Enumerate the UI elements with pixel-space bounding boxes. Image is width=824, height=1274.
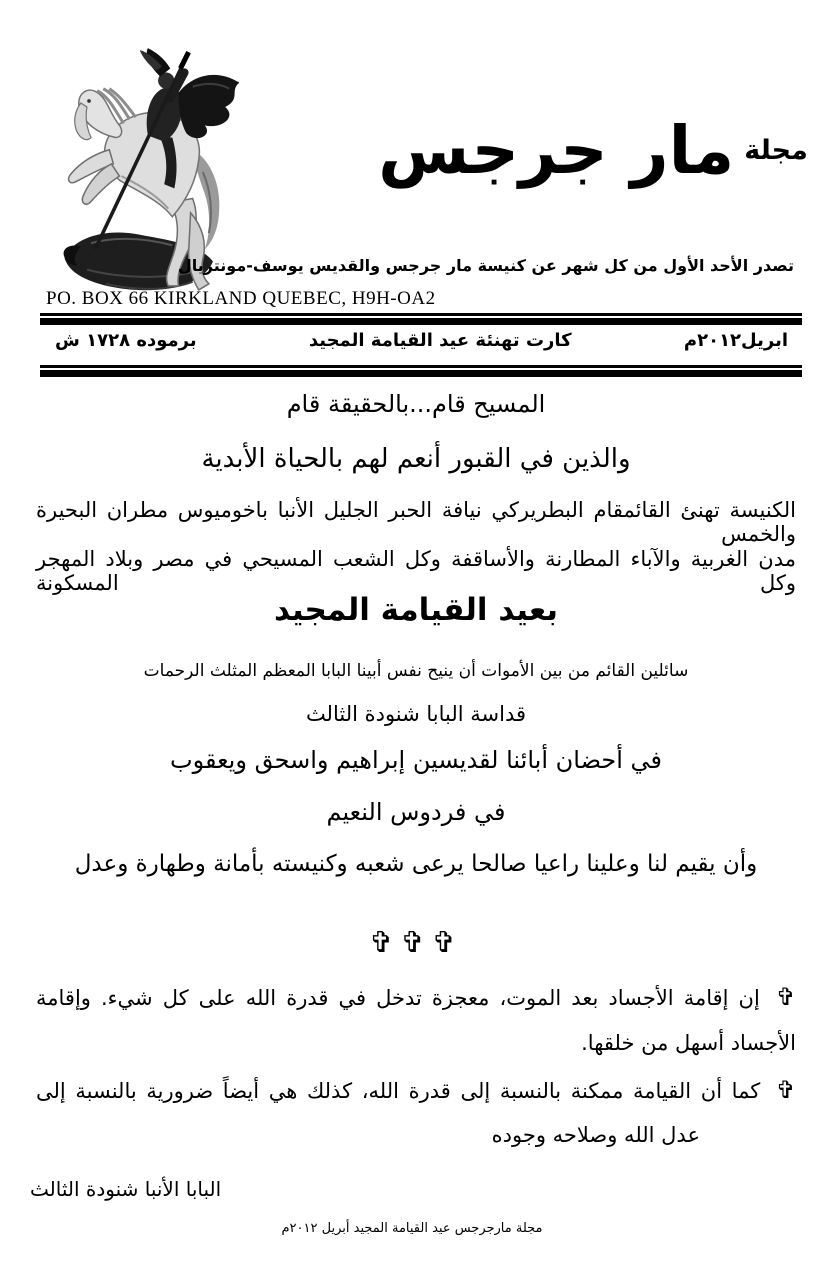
double-rule-bottom xyxy=(40,365,802,377)
line-paradise: في فردوس النعيم xyxy=(326,798,506,826)
quote1-line1-text: إن إقامة الأجساد بعد الموت، معجزة تدخل في قدرة الله على كل شيء. وإقامة xyxy=(36,986,760,1010)
dateline-coptic-date: برموده ١٧٢٨ ش xyxy=(55,330,197,351)
heading-christ-is-risen: المسيح قام...بالحقيقة قام xyxy=(286,390,546,418)
masthead-subtitle: تصدر الأحد الأول من كل شهر عن كنيسة مار جرجس والقديس يوسف-مونتريال xyxy=(177,256,794,275)
heading-eternal-life: والذين في القبور أنعم لهم بالحياة الأبدية xyxy=(201,444,631,474)
congratulation-paragraph-line1: الكنيسة تهنئ القائمقام البطريركي نيافة الحبر الجليل الأنبا باخوميوس مطران البحيرة والخمس xyxy=(36,498,796,546)
quote2-line2: عدل الله وصلاحه وجوده xyxy=(491,1123,700,1147)
po-box-address: PO. BOX 66 KIRKLAND QUEBEC, H9H-OA2 xyxy=(46,288,436,309)
line-bosoms-of-fathers: في أحضان أبائنا لقديسين إبراهيم واسحق ويعقوب xyxy=(169,746,663,774)
quote2-line1 xyxy=(36,1076,796,1104)
page-footer: مجلة مارجرجس عيد القيامة المجيد أبريل ٢٠١٢م xyxy=(281,1221,543,1236)
dateline-issue-title: كارت تهنئة عيد القيامة المجيد xyxy=(308,330,572,351)
quote1-line1 xyxy=(36,983,796,1011)
quote2-line1-text: كما أن القيامة ممكنة بالنسبة إلى قدرة الله، كذلك هي أيضاً ضرورية بالنسبة إلى xyxy=(36,1079,761,1103)
line-good-shepherd: وأن يقيم لنا وعلينا راعيا صالحا يرعى شعبه وكنيسته بأمانة وطهارة وعدل xyxy=(74,851,758,877)
line-asking-risen-one: سائلين القائم من بين الأموات أن ينيح نفس أبينا البابا المعظم المثلث الرحمات xyxy=(143,661,689,681)
heading-resurrection-feast: بعيد القيامة المجيد xyxy=(273,592,559,628)
masthead-magazine-word: مجلة xyxy=(744,135,808,166)
cross-bullet-icon: ✞ xyxy=(775,983,796,1011)
double-rule-top xyxy=(40,313,802,325)
masthead-title xyxy=(378,112,808,189)
signature-pope-shenouda: البابا الأنبا شنودة الثالث xyxy=(30,1177,222,1201)
triple-cross-icon: ✞✞✞ xyxy=(369,925,463,959)
masthead-title-text: مار جرجس xyxy=(378,112,735,189)
dateline-gregorian-date: ابريل٢٠١٢م xyxy=(683,330,788,351)
cross-bullet-icon: ✞ xyxy=(775,1076,796,1104)
issue-dateline xyxy=(55,330,788,351)
congratulation-paragraph-line2: مدن الغربية والآباء المطارنة والأساقفة وكل الشعب المسيحي في مصر وبلاد المهجر وكل المسكونة xyxy=(36,547,796,595)
line-pope-shenouda: قداسة البابا شنودة الثالث xyxy=(305,702,527,726)
quote1-line2: الأجساد أسهل من خلقها. xyxy=(581,1031,796,1055)
